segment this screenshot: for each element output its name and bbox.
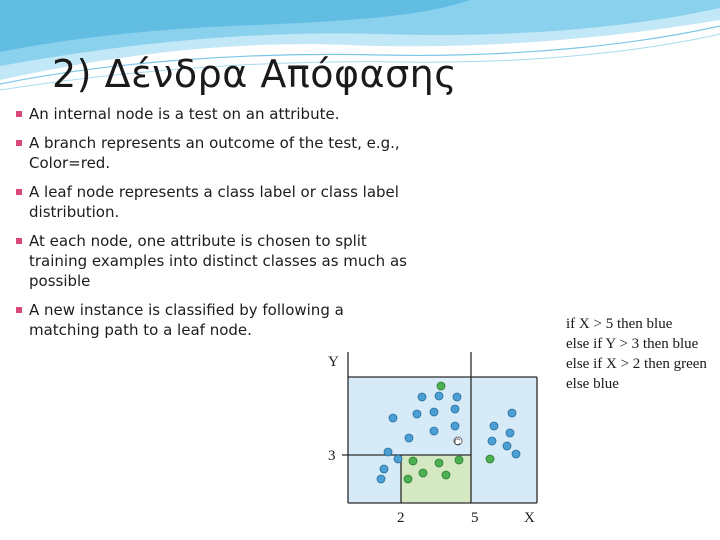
y-axis-label: Y xyxy=(328,354,339,370)
rule-line: else if X > 2 then green xyxy=(566,356,707,372)
blue-point xyxy=(377,475,385,483)
rule-line: else if Y > 3 then blue xyxy=(566,336,699,352)
green-point xyxy=(419,469,427,477)
bullet-text: A leaf node represents a class label or class label distribution. xyxy=(29,183,399,221)
blue-point xyxy=(508,409,516,417)
x-axis-label: X xyxy=(524,510,535,526)
green-point xyxy=(409,457,417,465)
blue-point xyxy=(380,465,388,473)
blue-point xyxy=(394,455,402,463)
bullet-text: A new instance is classified by following a matching path to a leaf node. xyxy=(29,301,344,339)
green-point xyxy=(435,459,443,467)
tick-y3: 3 xyxy=(328,448,336,464)
green-point xyxy=(486,455,494,463)
tick-x2: 2 xyxy=(397,510,405,526)
slide-title: 2) Δένδρα Απόφασης xyxy=(52,52,458,96)
blue-point xyxy=(451,405,459,413)
blue-point xyxy=(418,393,426,401)
query-point-label: C xyxy=(454,437,461,447)
blue-point xyxy=(453,393,461,401)
blue-point xyxy=(435,392,443,400)
green-point xyxy=(404,475,412,483)
blue-point xyxy=(430,408,438,416)
blue-point xyxy=(490,422,498,430)
blue-point xyxy=(405,434,413,442)
blue-point xyxy=(389,414,397,422)
blue-point xyxy=(451,422,459,430)
blue-point xyxy=(512,450,520,458)
rule-line: else blue xyxy=(566,376,619,392)
blue-point xyxy=(488,437,496,445)
blue-point xyxy=(430,427,438,435)
tick-x5: 5 xyxy=(471,510,479,526)
rule-line: if X > 5 then blue xyxy=(566,316,673,332)
blue-point xyxy=(384,448,392,456)
green-point xyxy=(442,471,450,479)
blue-point xyxy=(503,442,511,450)
bullet-text: A branch represents an outcome of the test, e.g., Color=red. xyxy=(29,134,400,172)
bullet-text: An internal node is a test on an attribute. xyxy=(29,105,340,123)
blue-point xyxy=(413,410,421,418)
bullet-text: At each node, one attribute is chosen to split training examples into distinct classes as much as possible xyxy=(29,232,407,290)
blue-point xyxy=(506,429,514,437)
green-point xyxy=(437,382,445,390)
green-point xyxy=(455,456,463,464)
